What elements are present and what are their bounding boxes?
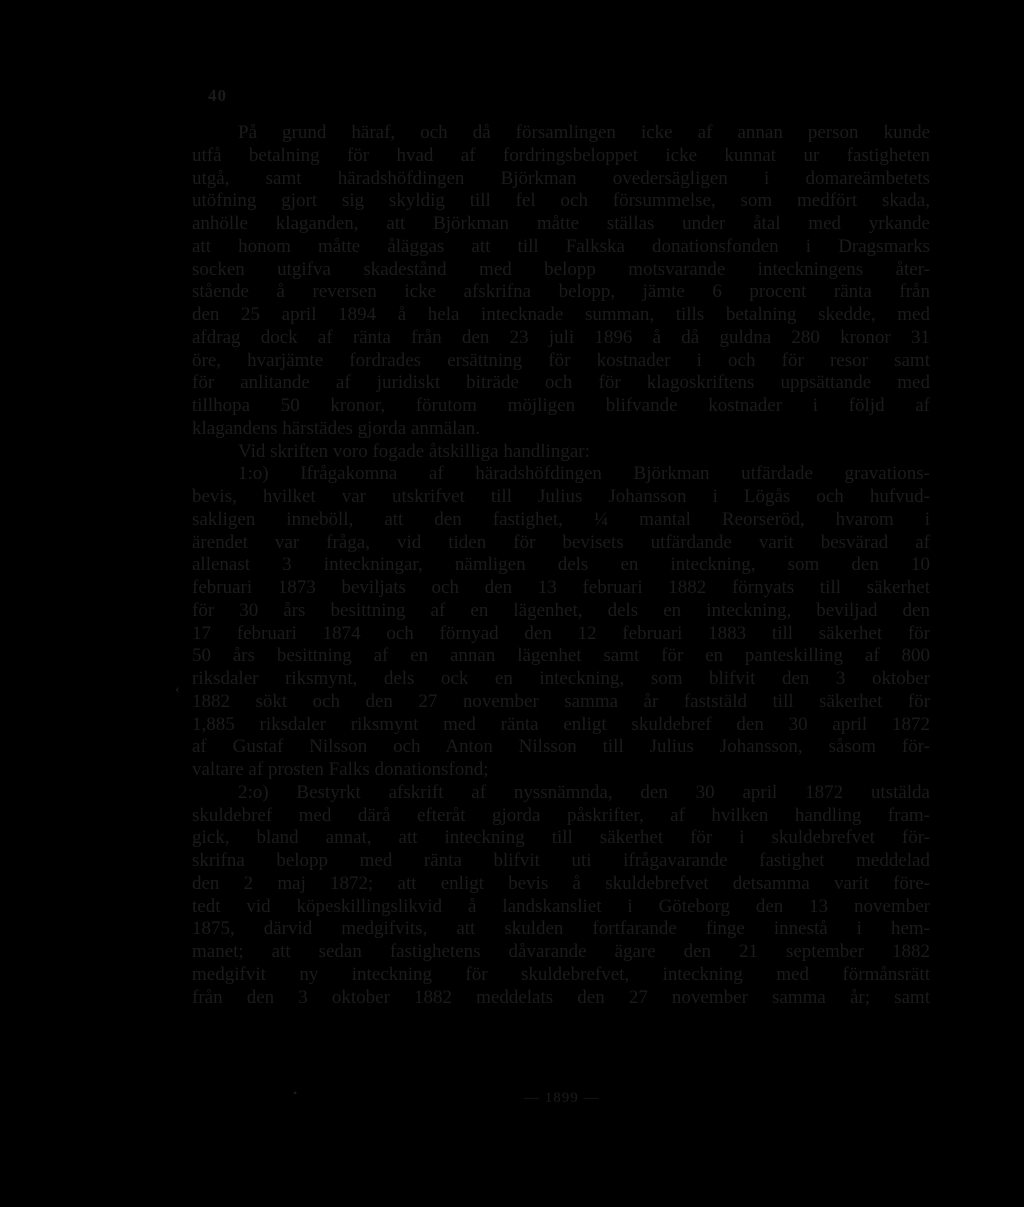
text-line: att honom måtte åläggas att till Falkska donationsfonden i Dragsmarks bbox=[192, 235, 930, 257]
text-line: utfå betalning för hvad af fordringsbeloppet icke kunnat ur fastigheten bbox=[192, 144, 930, 166]
text-line: skrifna belopp med ränta blifvit uti ifrågavarande fastighet meddelad bbox=[192, 850, 930, 871]
text-line: 50 års besittning af en annan lägenhet samt för en panteskilling af 800 bbox=[192, 645, 930, 667]
footer-dot: • bbox=[293, 1086, 298, 1100]
text-line: 17 februari 1874 och förnyad den 12 februari 1883 till säkerhet för bbox=[192, 622, 930, 644]
text-line: 1,885 riksdaler riksmynt med ränta enligt skuldebref den 30 april 1872 bbox=[192, 713, 930, 735]
text-line: öre, hvarjämte fordrades ersättning för kostnader i och för resor samt bbox=[192, 349, 930, 371]
body-text bbox=[192, 122, 930, 1009]
text-line: af Gustaf Nilsson och Anton Nilsson till Julius Johansson, såsom för- bbox=[192, 736, 930, 758]
text-line: medgifvit ny inteckning för skuldebrefvet, inteckning med förmånsrätt bbox=[192, 963, 930, 985]
text-line: 2:o) Bestyrkt afskrift af nyssnämnda, den 30 april 1872 utstälda bbox=[238, 781, 930, 803]
text-line: anhölle klaganden, att Björkman måtte ställas under åtal med yrkande bbox=[192, 213, 930, 234]
text-line: från den 3 oktober 1882 meddelats den 27 november samma år; samt bbox=[192, 986, 930, 1008]
text-line: skuldebref med därå efteråt gjorda påskrifter, af hvilken handling fram- bbox=[192, 804, 930, 826]
text-line: Vid skriften voro fogade åtskilliga handlingar: bbox=[238, 440, 590, 462]
text-line: socken utgifva skadestånd med belopp motsvarande inteckningens åter- bbox=[192, 258, 930, 280]
margin-mark: ‹ bbox=[175, 682, 180, 697]
text-line: 1882 sökt och den 27 november samma år faststäld till säkerhet för bbox=[192, 690, 930, 712]
text-line: manet; att sedan fastighetens dåvarande ägare den 21 september 1882 bbox=[192, 941, 930, 962]
text-line: allenast 3 inteckningar, nämligen dels en inteckning, som den 10 bbox=[192, 554, 930, 576]
text-line: för 30 års besittning af en lägenhet, dels en inteckning, beviljad den bbox=[192, 599, 930, 621]
text-line: för anlitande af juridiskt biträde och för klagoskriftens uppsättande med bbox=[192, 372, 930, 394]
text-line: riksdaler riksmynt, dels ock en inteckning, som blifvit den 3 oktober bbox=[192, 668, 930, 689]
text-line: den 25 april 1894 å hela intecknade summan, tills betalning skedde, med bbox=[192, 304, 930, 325]
page-number: 40 bbox=[208, 86, 227, 105]
text-line: valtare af prosten Falks donationsfond; bbox=[192, 759, 489, 780]
text-line: bevis, hvilket var utskrifvet till Julius Johansson i Lögås och hufvud- bbox=[192, 486, 930, 507]
text-line: sakligen inneböll, att den fastighet, ¼ mantal Reorseröd, hvarom i bbox=[192, 508, 930, 530]
text-line: utöfning gjort sig skyldig till fel och försummelse, som medfört skada, bbox=[192, 190, 930, 212]
text-line: tillhopa 50 kronor, förutom möjligen blifvande kostnader i följd af bbox=[192, 395, 930, 416]
text-line: 1875, därvid medgifvits, att skulden fortfarande finge innestå i hem- bbox=[192, 918, 930, 940]
text-line: afdrag dock af ränta från den 23 juli 1896 å då guldna 280 kronor 31 bbox=[192, 326, 930, 348]
text-line: stående å reversen icke afskrifna belopp, jämte 6 procent ränta från bbox=[192, 281, 930, 303]
text-line: den 2 maj 1872; att enligt bevis å skuldebrefvet detsamma varit före- bbox=[192, 872, 930, 894]
text-line: 1:o) Ifrågakomna af häradshöfdingen Björkman utfärdade gravations- bbox=[238, 463, 930, 485]
text-line: tedt vid köpeskillingslikvid å landskansliet i Göteborg den 13 november bbox=[192, 895, 930, 917]
text-line: ärendet var fråga, vid tiden för bevisets utfärdande varit besvärad af bbox=[192, 531, 930, 553]
text-line: februari 1873 beviljats och den 13 februari 1882 förnyats till säkerhet bbox=[192, 577, 930, 598]
page-footer: — 1899 — bbox=[524, 1090, 600, 1106]
text-line: gick, bland annat, att inteckning till säkerhet för i skuldebrefvet för- bbox=[192, 827, 930, 849]
text-line: utgå, samt häradshöfdingen Björkman ovedersägligen i domareämbetets bbox=[192, 167, 930, 189]
text-line: På grund häraf, och då församlingen icke af annan person kunde bbox=[238, 122, 930, 143]
text-line: klagandens härstädes gjorda anmälan. bbox=[192, 417, 481, 439]
